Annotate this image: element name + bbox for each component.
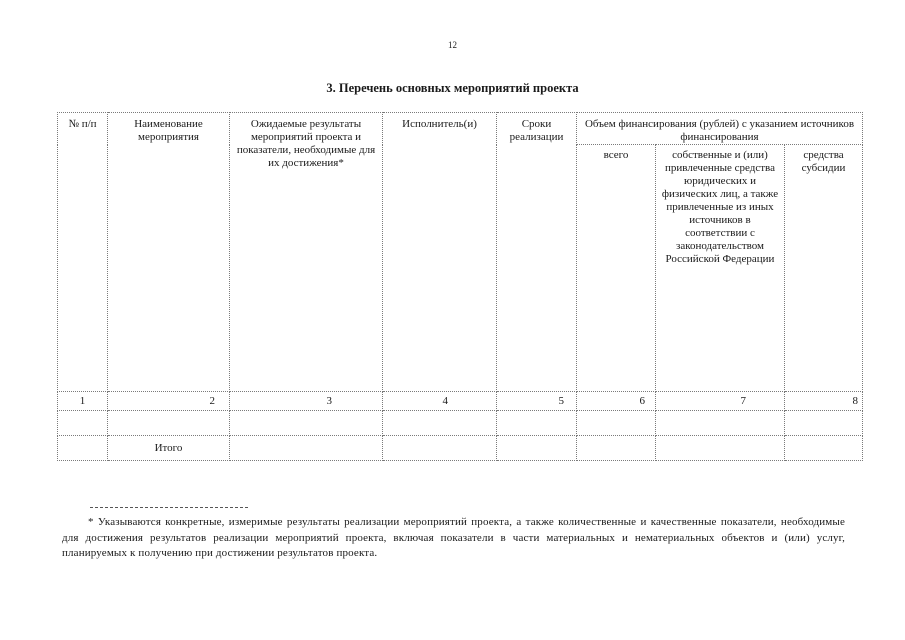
table-cell [383,436,497,461]
header-activity-name: Наименование мероприятия [108,113,230,392]
table-cell [383,411,497,436]
page-number: 12 [448,40,457,50]
table-row [58,411,863,436]
header-total: всего [577,145,656,392]
header-own-funds: собственные и (или) привлеченные средства юридических и физических лиц, а также привлеченные из иных источников в соответствии с законодательством Российской Федерации [656,145,785,392]
table-cell [656,411,785,436]
column-number: 6 [577,392,656,411]
section-title: 3. Перечень основных мероприятий проекта [326,81,579,95]
table-cell [656,436,785,461]
column-number: 5 [497,392,577,411]
column-numbers-row [58,392,863,411]
column-number: 1 [58,392,108,411]
table-cell [230,436,383,461]
table-cell [785,436,863,461]
total-label: Итого [108,436,230,461]
table-cell [577,436,656,461]
table-cell [497,411,577,436]
header-expected-results: Ожидаемые результаты мероприятий проекта и показатели, необходимые для их достижения* [230,113,383,392]
footnote-text: * Указываются конкретные, измеримые результаты реализации мероприятий проекта, а также количественные и качественные показатели, необходимые для достижения результатов реализации мероприятий проекта, включая показатели в части материальных и нематериальных объектов и (или) услуг, планируемых к получению при достижении результатов проекта. [62,516,845,559]
table-cell [497,436,577,461]
column-number: 3 [230,392,383,411]
table-cell [785,411,863,436]
header-executors: Исполнитель(и) [383,113,497,392]
table-cell [58,436,108,461]
activities-table [57,112,863,461]
table-cell [230,411,383,436]
column-number: 7 [656,392,785,411]
column-number: 4 [383,392,497,411]
header-number: № п/п [58,113,108,392]
table-cell [58,411,108,436]
table-cell [577,411,656,436]
header-subsidy: средства субсидии [785,145,863,392]
header-financing-group: Объем финансирования (рублей) с указанием источников финансирования [577,113,863,145]
table-cell [108,411,230,436]
header-deadlines: Сроки реализации [497,113,577,392]
table-header-row [58,113,863,145]
footnote-separator [90,507,248,508]
total-row [58,436,863,461]
column-number: 8 [785,392,863,411]
column-number: 2 [108,392,230,411]
